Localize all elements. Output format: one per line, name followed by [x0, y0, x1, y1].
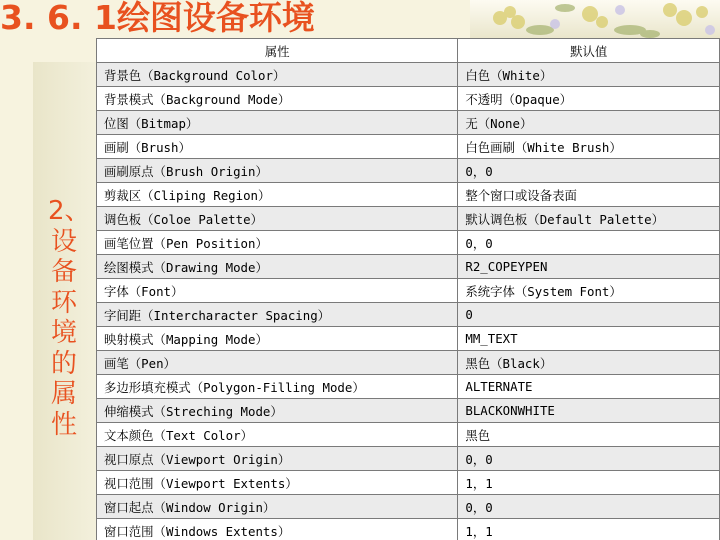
default-value-cell: 黑色（Black） — [458, 351, 720, 375]
property-cell: 伸缩模式（Streching Mode） — [97, 399, 458, 423]
table-row — [97, 447, 720, 471]
property-cell: 窗口起点（Window Origin） — [97, 495, 458, 519]
side-label-char: 境 — [50, 318, 77, 348]
property-cell: 画刷原点（Brush Origin） — [97, 159, 458, 183]
side-label-char: 性 — [50, 409, 77, 440]
decorative-flower-banner — [470, 0, 720, 42]
default-value-cell: 白色（White） — [458, 63, 720, 87]
side-label-char: 属 — [50, 379, 77, 409]
property-cell: 文本颜色（Text Color） — [97, 423, 458, 447]
default-value-cell: 0，0 — [458, 495, 720, 519]
default-value-cell: 0，0 — [458, 231, 720, 255]
default-value-cell: 0，0 — [458, 159, 720, 183]
table-row — [97, 87, 720, 111]
side-label-char: 的 — [50, 348, 77, 379]
table-row — [97, 183, 720, 207]
table-row — [97, 135, 720, 159]
column-header-default: 默认值 — [458, 39, 720, 63]
default-value-cell: 不透明（Opaque） — [458, 87, 720, 111]
table-row — [97, 159, 720, 183]
table-row — [97, 63, 720, 87]
property-cell: 调色板（Coloe Palette） — [97, 207, 458, 231]
table-row — [97, 231, 720, 255]
property-cell: 字体（Font） — [97, 279, 458, 303]
property-cell: 视口范围（Viewport Extents） — [97, 471, 458, 495]
default-value-cell: 整个窗口或设备表面 — [458, 183, 720, 207]
property-cell: 背景色（Background Color） — [97, 63, 458, 87]
property-cell: 画笔（Pen） — [97, 351, 458, 375]
slide-title: 3. 6. 1绘图设备环境 — [0, 0, 315, 37]
default-value-cell: 白色画刷（White Brush） — [458, 135, 720, 159]
default-value-cell: 系统字体（System Font） — [458, 279, 720, 303]
property-cell: 窗口范围（Windows Extents） — [97, 519, 458, 540]
property-cell: 绘图模式（Drawing Mode） — [97, 255, 458, 279]
side-label-char: 设 — [50, 226, 77, 257]
table-row — [97, 207, 720, 231]
property-cell: 位图（Bitmap） — [97, 111, 458, 135]
table-row — [97, 423, 720, 447]
table-row — [97, 327, 720, 351]
default-value-cell: 0，0 — [458, 447, 720, 471]
table-row — [97, 471, 720, 495]
side-label — [48, 196, 91, 440]
table-row — [97, 519, 720, 540]
side-label-char: 备 — [50, 257, 77, 287]
table-row — [97, 111, 720, 135]
flower-decoration-icon — [470, 0, 720, 42]
default-value-cell: 1，1 — [458, 471, 720, 495]
properties-table — [96, 38, 720, 540]
table-row — [97, 279, 720, 303]
default-value-cell: BLACKONWHITE — [458, 399, 720, 423]
table-row — [97, 303, 720, 327]
default-value-cell: 无（None） — [458, 111, 720, 135]
default-value-cell: R2_COPEYPEN — [458, 255, 720, 279]
side-label-char: 2、 — [48, 196, 91, 226]
property-cell: 多边形填充模式（Polygon-Filling Mode） — [97, 375, 458, 399]
default-value-cell: MM_TEXT — [458, 327, 720, 351]
table-row — [97, 351, 720, 375]
default-value-cell: 1，1 — [458, 519, 720, 540]
property-cell: 视口原点（Viewport Origin） — [97, 447, 458, 471]
property-cell: 背景模式（Background Mode） — [97, 87, 458, 111]
column-header-property: 属性 — [97, 39, 458, 63]
table-row — [97, 399, 720, 423]
table-row — [97, 375, 720, 399]
property-cell: 映射模式（Mapping Mode） — [97, 327, 458, 351]
default-value-cell: 默认调色板（Default Palette） — [458, 207, 720, 231]
table-row — [97, 255, 720, 279]
property-cell: 画笔位置（Pen Position） — [97, 231, 458, 255]
table-row — [97, 495, 720, 519]
default-value-cell: 黑色 — [458, 423, 720, 447]
property-cell: 画刷（Brush） — [97, 135, 458, 159]
property-cell: 剪裁区（Cliping Region） — [97, 183, 458, 207]
default-value-cell: 0 — [458, 303, 720, 327]
default-value-cell: ALTERNATE — [458, 375, 720, 399]
table-header-row — [97, 39, 720, 63]
side-label-char: 环 — [50, 287, 77, 318]
property-cell: 字间距（Intercharacter Spacing） — [97, 303, 458, 327]
